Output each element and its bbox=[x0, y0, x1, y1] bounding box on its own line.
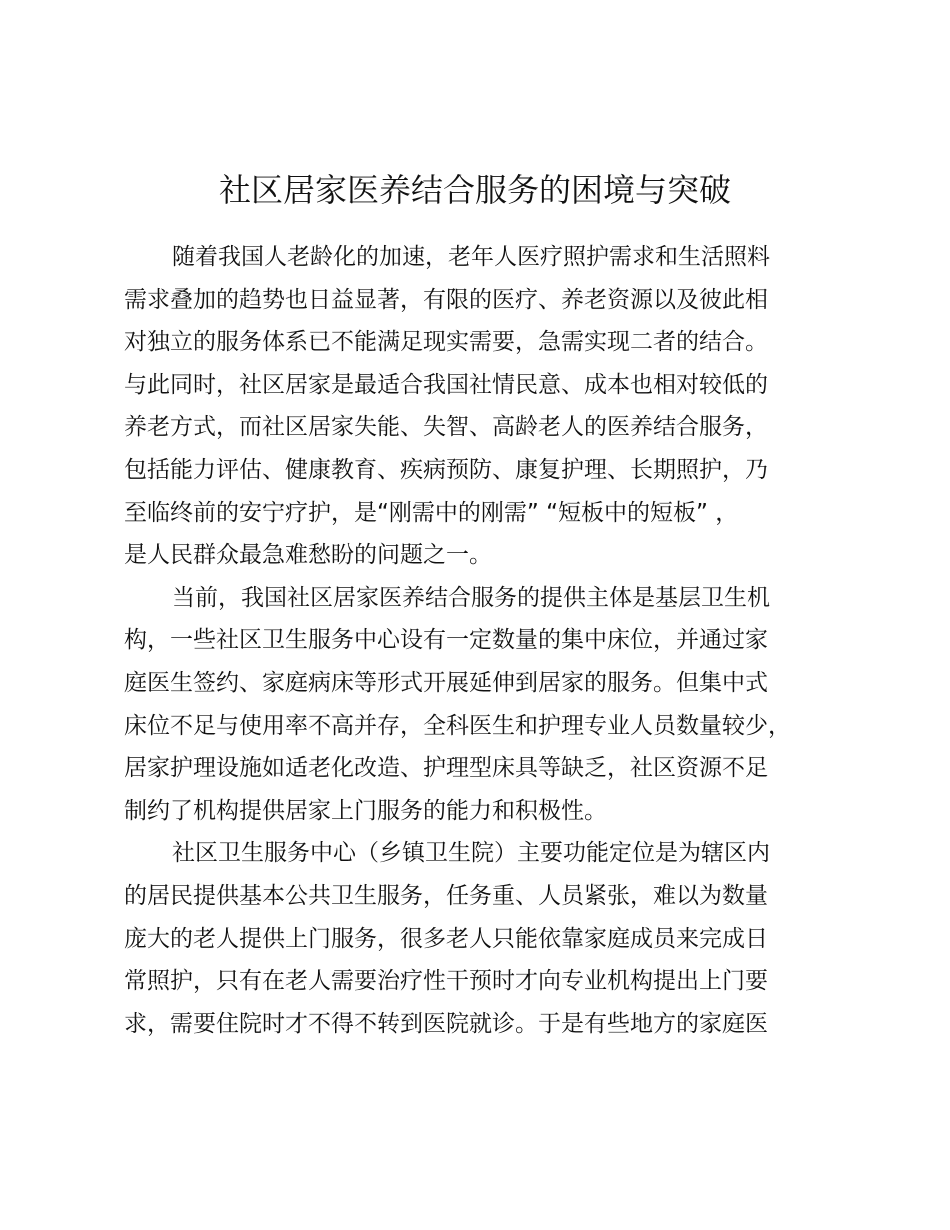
text-line: 居家护理设施如适老化改造、护理型床具等缺乏，社区资源不足 bbox=[124, 755, 768, 782]
text-line: 床位不足与使用率不高并存，全科医生和护理专业人员数量较少， bbox=[124, 712, 791, 739]
document-body bbox=[124, 236, 828, 1045]
text-line: 需求叠加的趋势也日益显著，有限的医疗、养老资源以及彼此相 bbox=[124, 286, 768, 313]
text-line: 包括能力评估、健康教育、疾病预防、康复护理、长期照护，乃 bbox=[124, 456, 768, 483]
text-line: 制约了机构提供居家上门服务的能力和积极性。 bbox=[124, 797, 607, 824]
paragraph-first-line: 当前，我国社区居家医养结合服务的提供主体是基层卫生机 bbox=[172, 584, 770, 611]
text-line: 的居民提供基本公共卫生服务，任务重、人员紧张，难以为数量 bbox=[124, 882, 768, 909]
document-title: 社区居家医养结合服务的困境与突破 bbox=[218, 171, 731, 209]
text-line: 对独立的服务体系已不能满足现实需要，急需实现二者的结合。 bbox=[124, 329, 768, 356]
text-line: 是人民群众最急难愁盼的问题之一。 bbox=[124, 542, 492, 569]
text-line: 庞大的老人提供上门服务，很多老人只能依靠家庭成员来完成日 bbox=[124, 925, 768, 952]
text-line: 求，需要住院时才不得不转到医院就诊。于是有些地方的家庭医 bbox=[124, 1010, 768, 1037]
text-line: 与此同时，社区居家是最适合我国社情民意、成本也相对较低的 bbox=[124, 371, 768, 398]
paragraph-first-line: 随着我国人老龄化的加速，老年人医疗照护需求和生活照料 bbox=[172, 244, 770, 270]
text-line: 庭医生签约、家庭病床等形式开展延伸到居家的服务。但集中式 bbox=[124, 669, 768, 696]
text-line: 养老方式，而社区居家失能、失智、高龄老人的医养结合服务， bbox=[124, 414, 768, 441]
text-line: 至临终前的安宁疗护，是“刚需中的刚需” “短板中的短板” ， bbox=[124, 499, 739, 526]
text-line: 构，一些社区卫生服务中心设有一定数量的集中床位，并通过家 bbox=[124, 627, 768, 654]
paragraph-first-line: 社区卫生服务中心（乡镇卫生院）主要功能定位是为辖区内 bbox=[172, 840, 770, 867]
text-line: 常照护，只有在老人需要治疗性干预时才向专业机构提出上门要 bbox=[124, 968, 768, 995]
